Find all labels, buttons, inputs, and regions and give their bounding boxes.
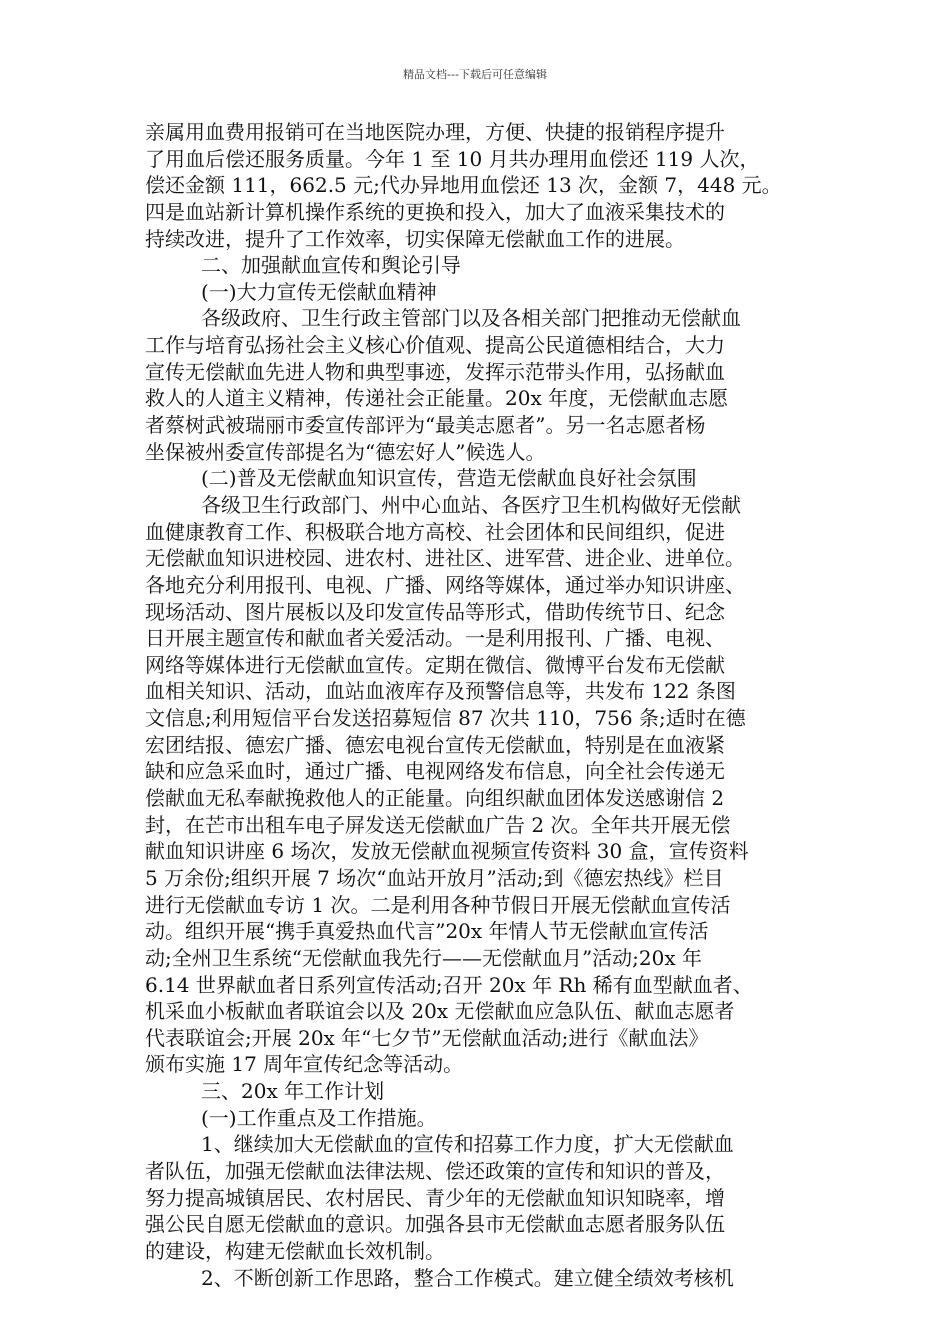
text-line: 文信息;利用短信平台发送招募短信 87 次共 110，756 条;适时在德: [145, 706, 746, 731]
subsection-heading: (二)普及无偿献血知识宣传，营造无偿献血良好社会氛围: [201, 466, 697, 491]
text-line: 动;全州卫生系统“无偿献血我先行——无偿献血月”活动;20x 年: [145, 945, 703, 970]
text-line: 机采血小板献血者联谊会以及 20x 无偿献血应急队伍、献血志愿者: [145, 999, 735, 1024]
text-line: 坐保被州委宣传部提名为“德宏好人”候选人。: [145, 439, 546, 464]
text-line: 宏团结报、德宏广播、德宏电视台宣传无偿献血，特别是在血液紧: [145, 732, 725, 757]
text-line: 救人的人道主义精神，传递社会正能量。20x 年度，无偿献血志愿: [145, 386, 729, 411]
text-line: 2、不断创新工作思路，整合工作模式。建立健全绩效考核机: [201, 1265, 734, 1290]
text-line: 亲属用血费用报销可在当地医院办理，方便、快捷的报销程序提升: [145, 120, 725, 144]
text-line: 四是血站新计算机操作系统的更换和投入，加大了血液采集技术的: [145, 199, 725, 224]
text-line: 了用血后偿还服务质量。今年 1 至 10 月共办理用血偿还 119 人次，: [145, 146, 760, 171]
text-line: 努力提高城镇居民、农村居民、青少年的无偿献血知识知晓率，增: [145, 1185, 725, 1210]
text-line: 各地充分利用报刊、电视、广播、网络等媒体，通过举办知识讲座、: [145, 572, 745, 597]
text-line: 日开展主题宣传和献血者关爱活动。一是利用报刊、广播、电视、: [145, 626, 725, 651]
subsection-heading: (一)大力宣传无偿献血精神: [201, 279, 437, 304]
text-line: 强公民自愿无偿献血的意识。加强各县市无偿献血志愿者服务队伍: [145, 1212, 725, 1237]
text-line: 工作与培育弘扬社会主义核心价值观、提高公民道德相结合，大力: [145, 333, 725, 358]
text-line: 颁布实施 17 周年宣传纪念等活动。: [145, 1052, 464, 1077]
text-line: 献血知识讲座 6 场次，发放无偿献血视频宣传资料 30 盒，宣传资料: [145, 839, 749, 864]
text-line: 进行无偿献血专访 1 次。二是利用各种节假日开展无偿献血宣传活: [145, 892, 731, 917]
text-line: 血健康教育工作、积极联合地方高校、社会团体和民间组织，促进: [145, 519, 725, 544]
text-line: 偿还金额 111，662.5 元;代办异地用血偿还 13 次，金额 7，448 元。: [145, 173, 782, 198]
text-line: 持续改进，提升了工作效率，切实保障无偿献血工作的进展。: [145, 226, 685, 251]
document-body: [145, 119, 817, 1291]
text-line: 网络等媒体进行无偿献血宣传。定期在微信、微博平台发布无偿献: [145, 652, 725, 677]
text-line: 各级卫生行政部门、州中心血站、各医疗卫生机构做好无偿献: [201, 492, 741, 517]
text-line: 者队伍，加强无偿献血法律法规、偿还政策的宣传和知识的普及，: [145, 1158, 725, 1183]
section-heading: 二、加强献血宣传和舆论引导: [201, 253, 461, 278]
text-line: 封，在芒市出租车电子屏发送无偿献血广告 2 次。全年共开展无偿: [145, 812, 731, 837]
text-line: 1、继续加大无偿献血的宣传和招募工作力度，扩大无偿献血: [201, 1132, 734, 1157]
text-line: 5 万余份;组织开展 7 场次“血站开放月”活动;到《德宏热线》栏目: [145, 865, 724, 890]
page-header: 精品文档---下载后可任意编辑: [403, 68, 547, 81]
section-heading: 三、20x 年工作计划: [201, 1079, 385, 1104]
text-line: 血相关知识、活动，血站血液库存及预警信息等，共发布 122 条图: [145, 679, 736, 704]
text-line: 代表联谊会;开展 20x 年“七夕节”无偿献血活动;进行《献血法》: [145, 1025, 709, 1050]
text-line: 现场活动、图片展板以及印发宣传品等形式，借助传统节日、纪念: [145, 599, 725, 624]
text-line: 的建设，构建无偿献血长效机制。: [145, 1238, 445, 1263]
text-line: 宣传无偿献血先进人物和典型事迹，发挥示范带头作用，弘扬献血: [145, 359, 725, 384]
text-line: 偿献血无私奉献挽救他人的正能量。向组织献血团体发送感谢信 2: [145, 786, 725, 811]
text-line: 6.14 世界献血者日系列宣传活动;召开 20x 年 Rh 稀有血型献血者、: [145, 972, 753, 997]
subsection-heading: (一)工作重点及工作措施。: [201, 1105, 437, 1130]
text-line: 动。组织开展“携手真爱热血代言”20x 年情人节无偿献血宣传活: [145, 919, 709, 944]
text-line: 各级政府、卫生行政主管部门以及各相关部门把推动无偿献血: [201, 306, 741, 331]
text-line: 者蔡树武被瑞丽市委宣传部评为“最美志愿者”。另一名志愿者杨: [145, 413, 706, 438]
text-line: 缺和应急采血时，通过广播、电视网络发布信息，向全社会传递无: [145, 759, 725, 784]
text-line: 无偿献血知识进校园、进农村、进社区、进军营、进企业、进单位。: [145, 546, 745, 571]
